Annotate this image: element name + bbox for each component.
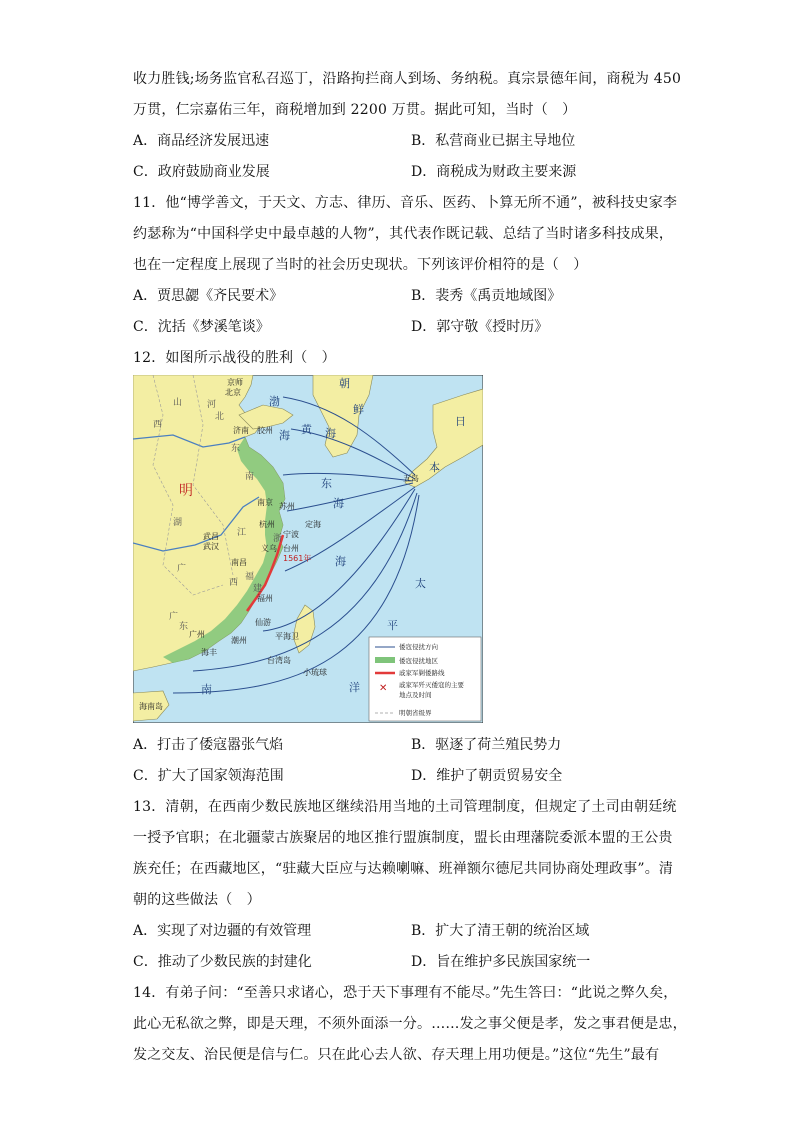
q14-stem: 此心无私欲之弊，即是天理，不须外面添一分。……发之事父便是孝，发之事君便是忠， [133,1016,687,1032]
map-label: 日 [455,415,466,428]
map-label: 河 [207,400,217,410]
q10-option-d[interactable]: D．商税成为财政主要来源 [411,164,577,180]
q13-stem: 一授予官职；在北疆蒙古族聚居的地区推行盟旗制度，盟长由理藩院委派本盟的王公贵 [133,830,673,846]
map-label: 朝 [339,377,350,390]
map-label: 胶州 [257,426,273,435]
map-label: 山 [173,398,183,408]
map-label: 广 [177,564,187,574]
map-label: 海南岛 [139,702,163,711]
map-label: 台湾岛 [267,656,291,665]
q13-option-c[interactable]: C．推动了少数民族的封建化 [133,954,312,970]
map-label: 京师 [227,378,243,387]
map-label: 海 [333,497,344,510]
q10-option-c[interactable]: C．政府鼓励商业发展 [133,164,270,180]
map-label: 福州 [257,594,273,603]
map-label: 东 [321,477,332,490]
map-label: 南 [245,472,255,482]
q14-stem: 14．有弟子问：“至善只求诸心，恐于天下事理有不能尽。”先生答曰：“此说之弊久矣， [133,985,678,1001]
legend-label: 倭寇侵扰方向 [399,643,438,651]
map-label: 宁波 [283,530,299,539]
legend-label: 倭寇侵扰地区 [399,657,438,665]
q12-option-c[interactable]: C．扩大了国家领海范围 [133,768,284,784]
q13-stem: 朝的这些做法（ ） [133,892,261,908]
map-label: 武汉 [203,542,219,551]
map-label: 太 [415,577,426,590]
legend-label: 戚家军歼灭倭寇的主要 [399,681,464,689]
q11-option-d[interactable]: D．郭守敬《授时历》 [411,319,549,335]
map-label: 南京 [257,498,273,507]
map-label: 潮州 [231,636,247,645]
q11-option-c[interactable]: C．沈括《梦溪笔谈》 [133,319,270,335]
map-label: 海 [335,555,346,568]
q11-stem: 约瑟称为“中国科学史中最卓越的人物”，其代表作既记载、总结了当时诸多科技成果， [133,226,674,242]
map-label: 平海卫 [275,632,299,641]
map-label: 江 [237,528,247,538]
map-label: 西 [153,420,163,430]
map-label: 义乌 [261,544,277,553]
text-line: 收力胜钱;场务监官私召巡丁，沿路拘拦商人到场、务纳税。真宗景德年间，商税为 450 [133,71,682,87]
map-legend [369,637,481,721]
q10-option-a[interactable]: A．商品经济发展迅速 [133,133,270,149]
map-label: 平 [387,619,398,632]
q13-option-d[interactable]: D．旨在维护多民族国家统一 [411,954,591,970]
map-label: 济南 [233,426,249,435]
map-label: 浙 [273,534,283,544]
q10-option-b[interactable]: B．私营商业已据主导地位 [411,133,576,149]
map-label: 台州 [283,544,299,553]
map-label: 武昌 [203,532,219,541]
map-label: 东 [179,622,189,632]
map-label: 东 [231,444,241,454]
legend-label: 戚家军剿倭路线 [399,669,445,677]
q13-stem: 13．清朝，在西南少数民族地区继续沿用当地的土司管理制度，但规定了土司由朝廷统 [133,799,677,815]
map-label: 建 [253,584,263,594]
map-label: 本 [429,461,440,474]
map-label: 鲜 [353,403,364,416]
map-label: 西 [229,578,239,588]
legend-label: 地点及时间 [399,691,432,699]
q11-stem: 也在一定程度上展现了当时的社会历史现状。下列该评价相符的是（ ） [133,257,588,273]
map-label: 杭州 [259,520,275,529]
q13-option-a[interactable]: A．实现了对边疆的有效管理 [133,923,312,939]
map-label: 渤 [269,395,280,408]
q12-option-b[interactable]: B．驱逐了荷兰殖民势力 [411,737,562,753]
text-line: 万贯，仁宗嘉佑三年，商税增加到 2200 万贯。据此可知，当时（ ） [133,102,577,118]
map-label: 南昌 [231,558,247,567]
map-label: 黄 [301,423,312,436]
q11-stem: 11．他“博学善文，于天文、方志、律历、音乐、医药、卜算无所不通”，被科技史家李 [133,195,678,211]
map-label-ming: 明 [179,483,193,499]
map-label: 1561年 [283,554,312,563]
q12-stem: 12．如图所示战役的胜利（ ） [133,350,336,366]
q13-stem: 族充任；在西藏地区，“驻藏大臣应与达赖喇嘛、班禅额尔德尼共同协商处理政事”。清 [133,861,674,877]
map-label: 北京 [225,388,241,397]
map-label: 广州 [189,630,205,639]
q11-option-a[interactable]: A．贾思勰《齐民要术》 [133,288,284,304]
map-label: 定海 [305,520,321,529]
map-label: 广 [169,612,179,622]
map-label: 福 [245,572,255,582]
q11-option-b[interactable]: B．裴秀《禹贡地域图》 [411,288,562,304]
map-label: 苏州 [279,502,295,511]
q14-stem: 发之交友、治民便是信与仁。只在此心去人欲、存天理上用功便是。”这位“先生”最有 [133,1047,660,1063]
map-label: 海 [325,427,336,440]
q13-option-b[interactable]: B．扩大了清王朝的统治区域 [411,923,590,939]
map-label: 洋 [349,681,360,694]
legend-area-swatch [375,657,395,663]
map-figure [133,375,483,723]
map-label: 海 [279,429,290,442]
map-label: 湖 [173,518,183,528]
q12-option-a[interactable]: A．打击了倭寇嚣张气焰 [133,737,284,753]
map-label: 北 [215,412,225,422]
cross-icon: ✕ [379,683,388,694]
map-label: 五岛 [403,474,419,483]
map-label: 海丰 [201,648,217,657]
map-label: 小琉球 [303,668,327,677]
legend-label: 明朝省级界 [399,709,432,717]
q12-option-d[interactable]: D．维护了朝贡贸易安全 [411,768,563,784]
map-label: 南 [201,683,212,696]
map-label: 仙游 [255,618,271,627]
